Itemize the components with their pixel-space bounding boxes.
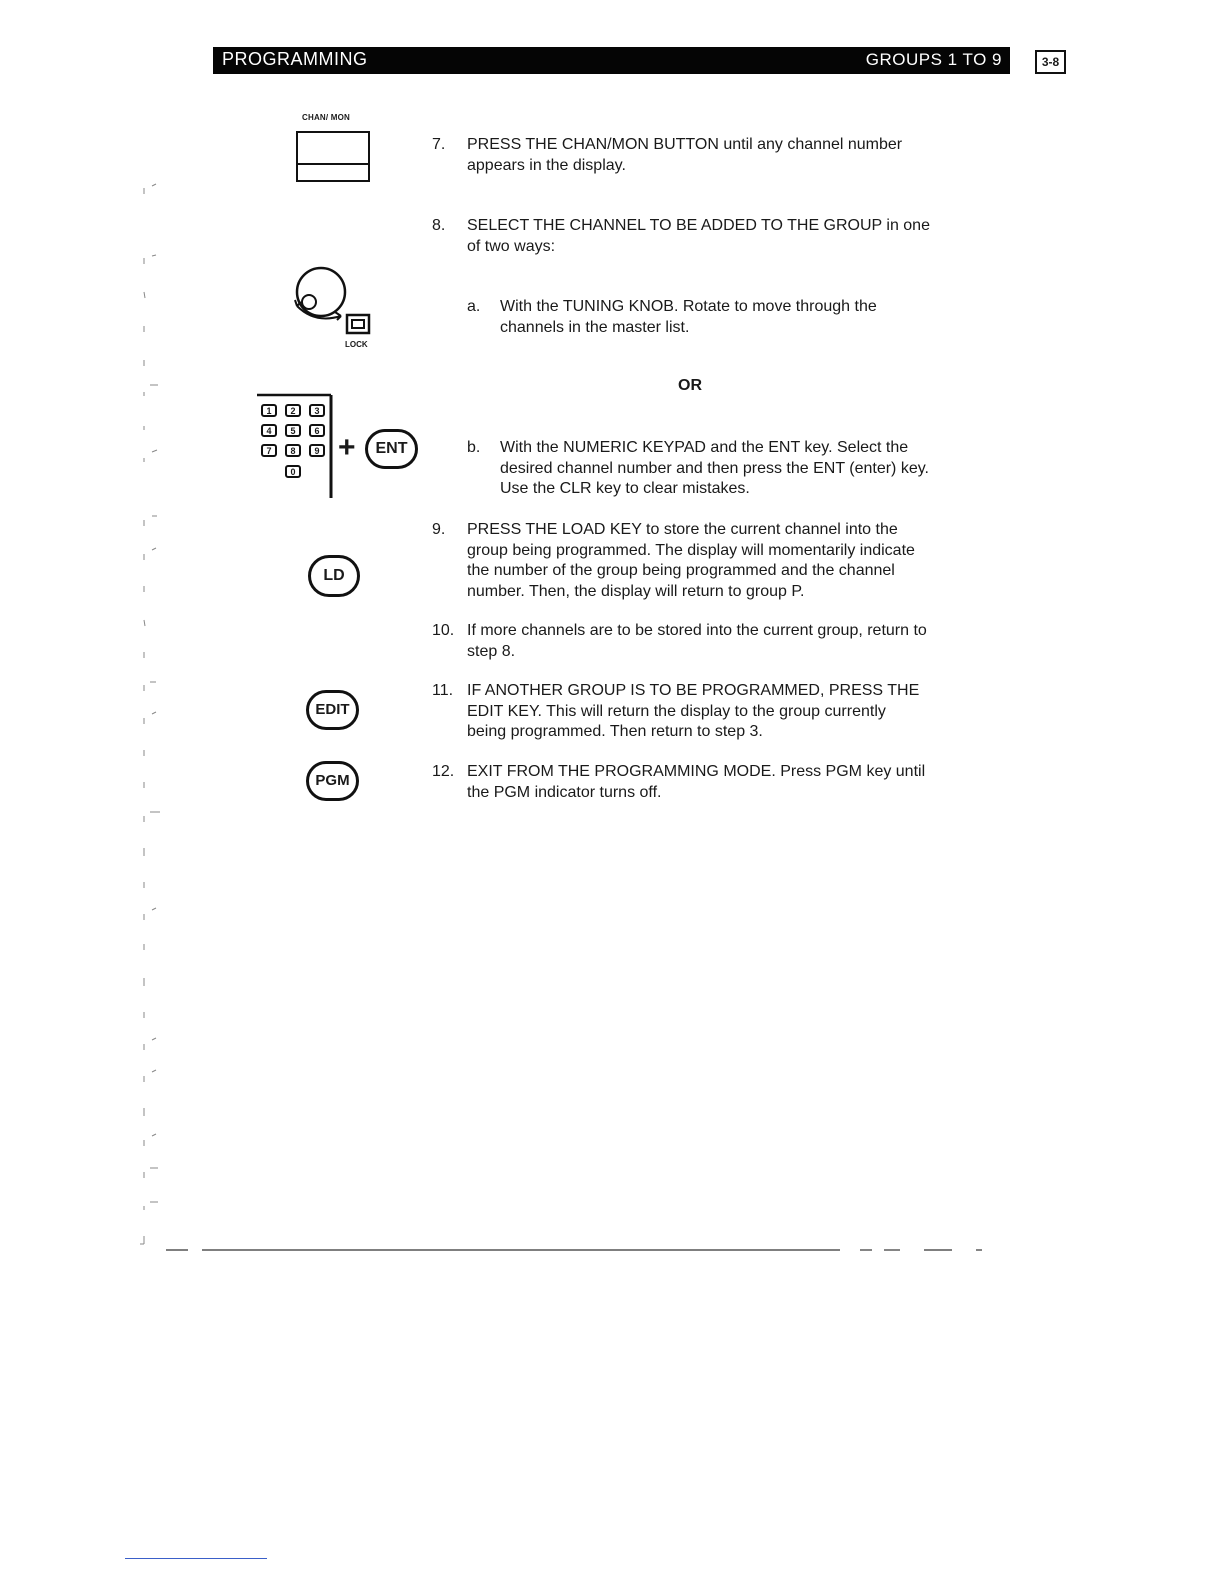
step-line: PRESS THE CHAN/MON BUTTON until any channel number	[467, 136, 903, 153]
chan-mon-button-illustration	[296, 131, 370, 182]
step-number: a.	[467, 298, 481, 315]
bottom-divider	[160, 1244, 990, 1256]
keypad-key: 1	[261, 404, 277, 417]
bottom-rule	[125, 1558, 267, 1559]
lock-label: LOCK	[345, 340, 368, 349]
step-number: 12.	[432, 763, 455, 780]
step-line: appears in the display.	[467, 156, 626, 174]
step-line: channels in the master list.	[500, 318, 690, 336]
step-line: of two ways:	[467, 237, 556, 255]
keypad-key: 3	[309, 404, 325, 417]
edit-key-illustration: EDIT	[306, 690, 359, 730]
step-line: group being programmed. The display will momentarily indicate	[467, 541, 915, 559]
subsection-title: GROUPS 1 TO 9	[865, 50, 1002, 69]
step-line: EDIT KEY. This will return the display to the group currently	[467, 702, 886, 720]
step-line: Use the CLR key to clear mistakes.	[500, 480, 750, 497]
header-bar	[213, 47, 1010, 74]
step-line: EXIT FROM THE PROGRAMMING MODE. Press PGM key until	[467, 763, 926, 780]
keypad-key: 7	[261, 444, 277, 457]
keypad-key: 6	[309, 424, 325, 437]
step-line: the number of the group being programmed and the channel	[467, 562, 895, 579]
ld-key-illustration: LD	[308, 555, 360, 597]
plus-sign: +	[338, 431, 356, 464]
section-title: PROGRAMMING	[222, 49, 368, 69]
step-line: number. Then, the display will return to group P.	[467, 582, 805, 600]
keypad-key: 5	[285, 424, 301, 437]
page-number: 3-8	[1035, 50, 1066, 74]
step-line: If more channels are to be stored into the current group, return to	[467, 622, 927, 639]
step-line: being programmed. Then return to step 3.	[467, 723, 763, 740]
keypad-key: 0	[285, 465, 301, 478]
step-number: 9.	[432, 521, 446, 538]
pgm-key-illustration: PGM	[306, 761, 359, 801]
step-number: 8.	[432, 217, 446, 234]
step-line: IF ANOTHER GROUP IS TO BE PROGRAMMED, PRESS THE	[467, 682, 920, 699]
keypad-key: 4	[261, 424, 277, 437]
step-line: SELECT THE CHANNEL TO BE ADDED TO THE GROUP in one	[467, 217, 930, 234]
or-separator: OR	[678, 377, 702, 394]
keypad-key: 9	[309, 444, 325, 457]
left-margin-marks	[130, 30, 170, 1260]
step-line: desired channel number and then press the ENT (enter) key.	[500, 459, 929, 477]
keypad-key: 8	[285, 444, 301, 457]
step-line: step 8.	[467, 642, 516, 660]
step-line: the PGM indicator turns off.	[467, 783, 662, 801]
step-number: 7.	[432, 136, 446, 153]
chan-mon-label: CHAN/ MON	[302, 113, 351, 122]
step-line: With the NUMERIC KEYPAD and the ENT key. Select the	[500, 439, 909, 456]
ent-key-illustration: ENT	[365, 429, 418, 469]
step-line: With the TUNING KNOB. Rotate to move through the	[500, 298, 877, 315]
step-line: PRESS THE LOAD KEY to store the current channel into the	[467, 521, 898, 538]
step-number: 11.	[432, 682, 454, 699]
keypad-key: 2	[285, 404, 301, 417]
step-number: b.	[467, 439, 481, 456]
step-number: 10.	[432, 622, 455, 639]
tuning-knob-icon	[285, 262, 380, 342]
